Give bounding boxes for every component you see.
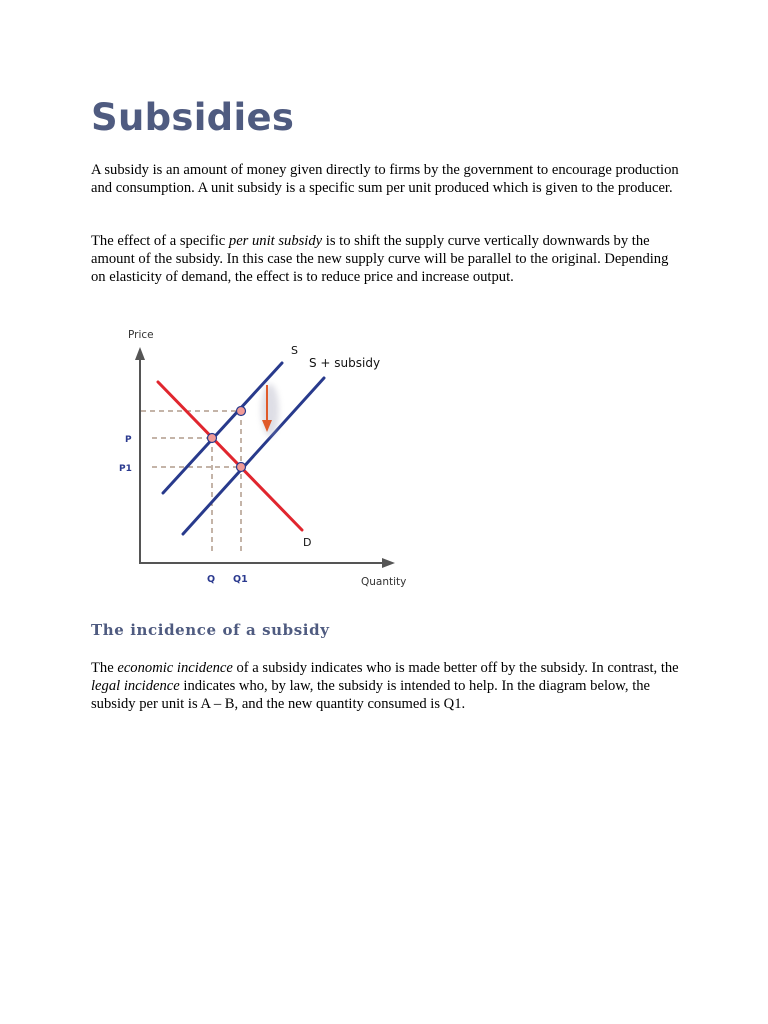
y-axis-arrowhead [135,347,145,360]
y-axis-label: Price [128,329,154,341]
text-run: is to shift the supply curve vertically downwards by the amount of the subsidy. In this case the new supply curve will be parallel to the original. Depending on elasticity of demand, the effect is to reduce price and increase output. [91,233,669,285]
emphasis-legal-incidence: legal incidence [91,678,180,694]
price-label-p1: P1 [119,464,132,474]
supply-with-subsidy-curve [183,378,324,534]
demand-label: D [303,536,312,549]
arrow-glow [261,384,279,436]
text-run: of a subsidy indicates who is made better off by the subsidy. In contrast, the [232,660,679,676]
quantity-label-q: Q [207,574,216,585]
page-title: Subsidies [91,96,295,139]
text-run: The effect of a specific [91,233,229,249]
text-run: indicates who, by law, the subsidy is intended to help. In the diagram below, the subsidy per unit is A – B, and the new quantity consumed is Q1. [91,678,651,712]
equilibrium-point-original [208,434,217,443]
intro-paragraph-2 [91,232,681,286]
demand-curve [158,382,302,530]
new-supply-label: S + subsidy [309,356,381,370]
incidence-paragraph [91,659,681,713]
x-axis-arrowhead [382,558,395,568]
quantity-label-q1: Q1 [233,574,248,585]
equilibrium-point-new [237,463,246,472]
subsidy-diagram [110,320,420,600]
x-axis-label: Quantity [361,576,407,588]
point-upper [237,407,246,416]
supply-label: S [291,344,298,357]
emphasis-per-unit-subsidy: per unit subsidy [228,233,323,249]
emphasis-economic-incidence: economic incidence [117,660,233,676]
intro-paragraph-1: A subsidy is an amount of money given directly to firms by the government to encourage production and consumption. A unit subsidy is a specific sum per unit produced which is given to the producer. [91,162,679,196]
text-run: The [91,660,118,676]
section-heading: The incidence of a subsidy [91,621,330,639]
price-label-p: P [125,435,132,445]
